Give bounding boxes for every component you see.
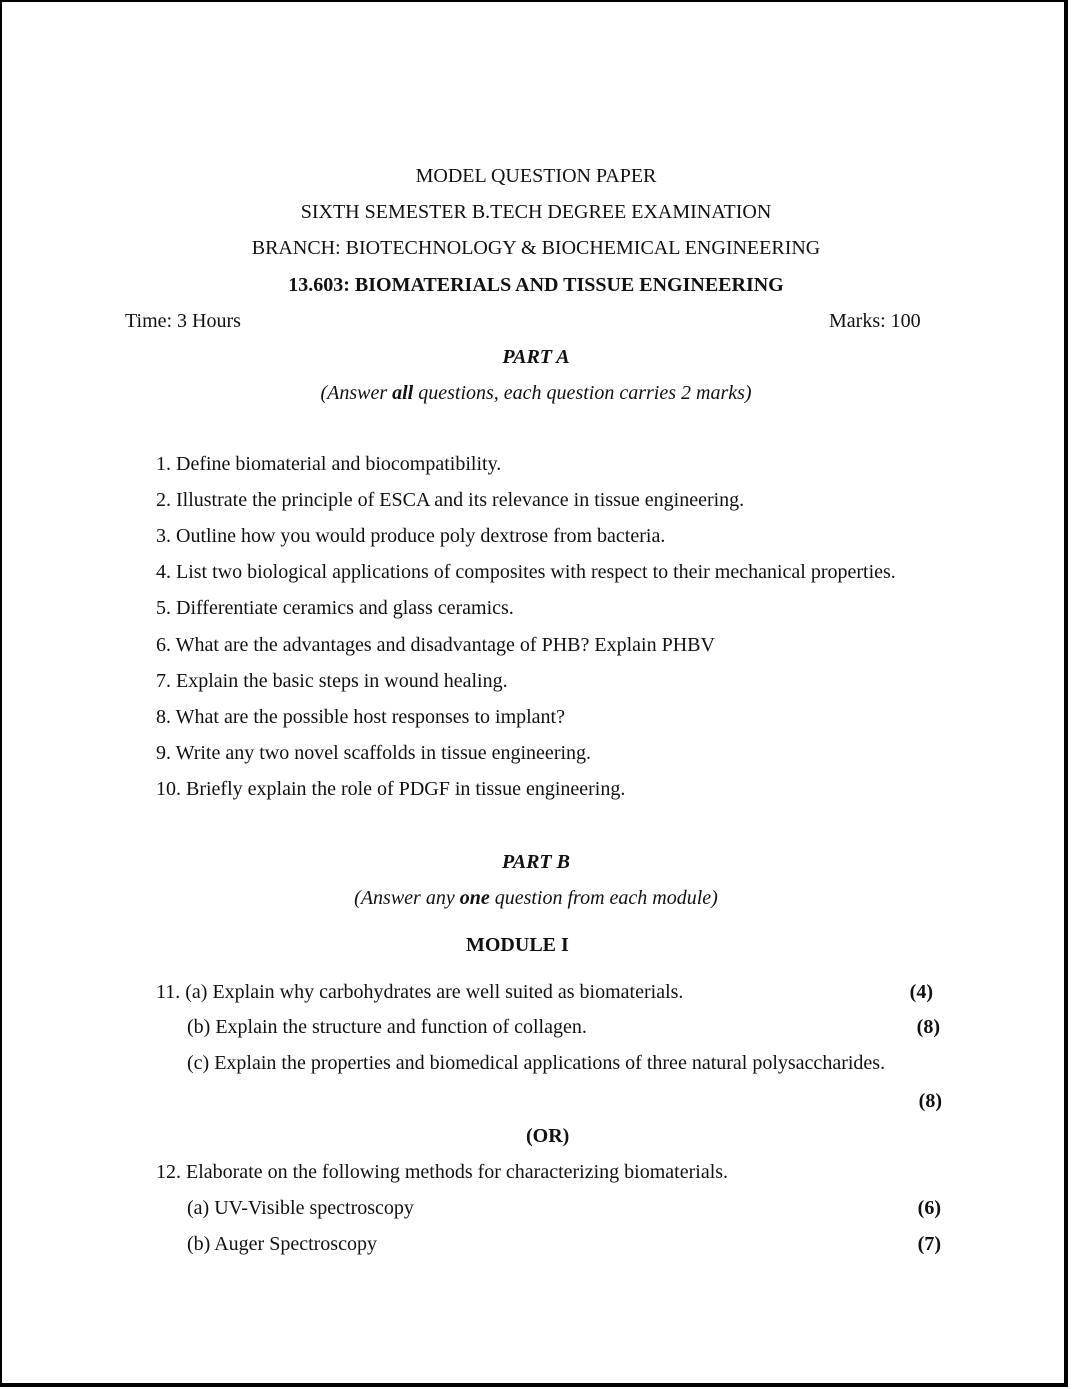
question-8: 8. What are the possible host responses to implant?	[156, 706, 565, 728]
part-a-title: PART A	[502, 346, 570, 368]
question-12a: (a) UV-Visible spectroscopy	[187, 1197, 414, 1219]
course-title: 13.603: BIOMATERIALS AND TISSUE ENGINEERING	[288, 274, 784, 296]
question-12b: (b) Auger Spectroscopy	[187, 1233, 377, 1255]
question-11c-marks: (8)	[918, 1090, 942, 1112]
question-11b: (b) Explain the structure and function of collagen.	[187, 1016, 587, 1038]
question-3: 3. Outline how you would produce poly dextrose from bacteria.	[156, 525, 666, 547]
branch-line: BRANCH: BIOTECHNOLOGY & BIOCHEMICAL ENGINEERING	[251, 237, 821, 259]
question-12: 12. Elaborate on the following methods for characterizing biomaterials.	[156, 1161, 729, 1183]
part-b-instruction: (Answer any one question from each module)	[354, 887, 718, 909]
time-label: Time: 3 Hours	[125, 310, 241, 332]
question-11b-marks: (8)	[916, 1016, 940, 1038]
question-11a-marks: (4)	[909, 981, 933, 1003]
module-heading: MODULE I	[466, 934, 569, 956]
question-9: 9. Write any two novel scaffolds in tissue engineering.	[156, 742, 592, 764]
semester-line: SIXTH SEMESTER B.TECH DEGREE EXAMINATION	[300, 201, 772, 223]
question-11a: 11. (a) Explain why carbohydrates are well suited as biomaterials.	[156, 981, 684, 1003]
question-1: 1. Define biomaterial and biocompatibility.	[156, 453, 502, 475]
question-12b-marks: (7)	[917, 1233, 941, 1255]
question-10: 10. Briefly explain the role of PDGF in tissue engineering.	[156, 778, 626, 800]
question-12a-marks: (6)	[917, 1197, 941, 1219]
question-5: 5. Differentiate ceramics and glass ceramics.	[156, 597, 514, 619]
question-7: 7. Explain the basic steps in wound healing.	[156, 670, 508, 692]
marks-label: Marks: 100	[829, 310, 921, 332]
part-b-title: PART B	[502, 851, 570, 873]
part-a-instruction: (Answer all questions, each question carries 2 marks)	[320, 382, 752, 404]
paper-title: MODEL QUESTION PAPER	[415, 165, 657, 187]
question-6: 6. What are the advantages and disadvantage of PHB? Explain PHBV	[156, 634, 715, 656]
or-separator: (OR)	[526, 1125, 570, 1147]
question-2: 2. Illustrate the principle of ESCA and its relevance in tissue engineering.	[156, 489, 745, 511]
question-4: 4. List two biological applications of composites with respect to their mechanical properties.	[156, 561, 896, 583]
question-11c: (c) Explain the properties and biomedical applications of three natural polysaccharides.	[187, 1052, 886, 1074]
